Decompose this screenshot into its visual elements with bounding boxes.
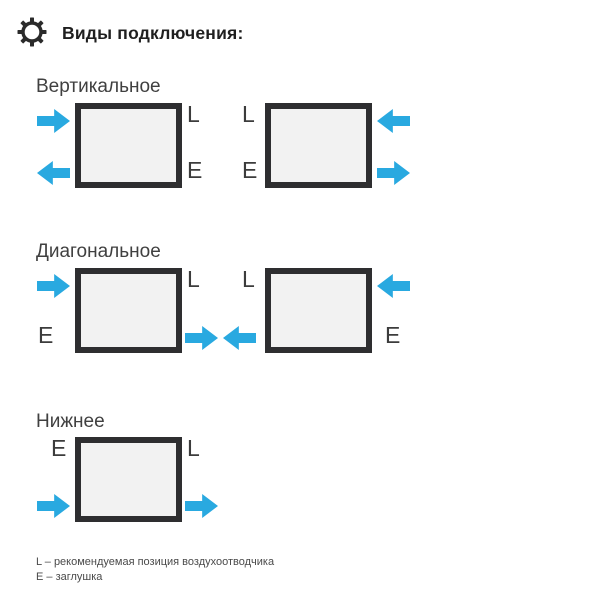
outlet-arrow-icon <box>377 161 410 185</box>
port-label-E: E <box>38 322 54 348</box>
inlet-arrow-icon <box>377 274 410 298</box>
gear-icon <box>16 16 48 48</box>
footnote-plug: E – заглушка <box>36 571 103 583</box>
port-label-L: L <box>187 435 200 461</box>
port-label-E: E <box>187 157 203 183</box>
footnote-air-vent: L – рекомендуемая позиция воздухоотводчика <box>36 556 275 568</box>
section-label-diagonal: Диагональное <box>36 241 161 262</box>
inlet-arrow-icon <box>37 494 70 518</box>
outlet-arrow-icon <box>223 326 256 350</box>
section-label-vertical: Вертикальное <box>36 76 161 97</box>
radiator-body <box>75 103 182 188</box>
radiator-body <box>265 103 372 188</box>
port-label-E: E <box>385 322 401 348</box>
inlet-arrow-icon <box>377 109 410 133</box>
outlet-arrow-icon <box>37 161 70 185</box>
outlet-arrow-icon <box>185 494 218 518</box>
port-label-E: E <box>51 435 67 461</box>
page-title: Виды подключения: <box>62 23 244 43</box>
section-label-bottom: Нижнее <box>36 411 105 432</box>
radiator-body <box>265 268 372 353</box>
radiator-body <box>75 437 182 522</box>
port-label-L: L <box>187 101 200 127</box>
inlet-arrow-icon <box>37 274 70 298</box>
inlet-arrow-icon <box>37 109 70 133</box>
outlet-arrow-icon <box>185 326 218 350</box>
radiator-body <box>75 268 182 353</box>
port-label-L: L <box>242 101 255 127</box>
port-label-E: E <box>242 157 258 183</box>
port-label-L: L <box>187 266 200 292</box>
port-label-L: L <box>242 266 255 292</box>
